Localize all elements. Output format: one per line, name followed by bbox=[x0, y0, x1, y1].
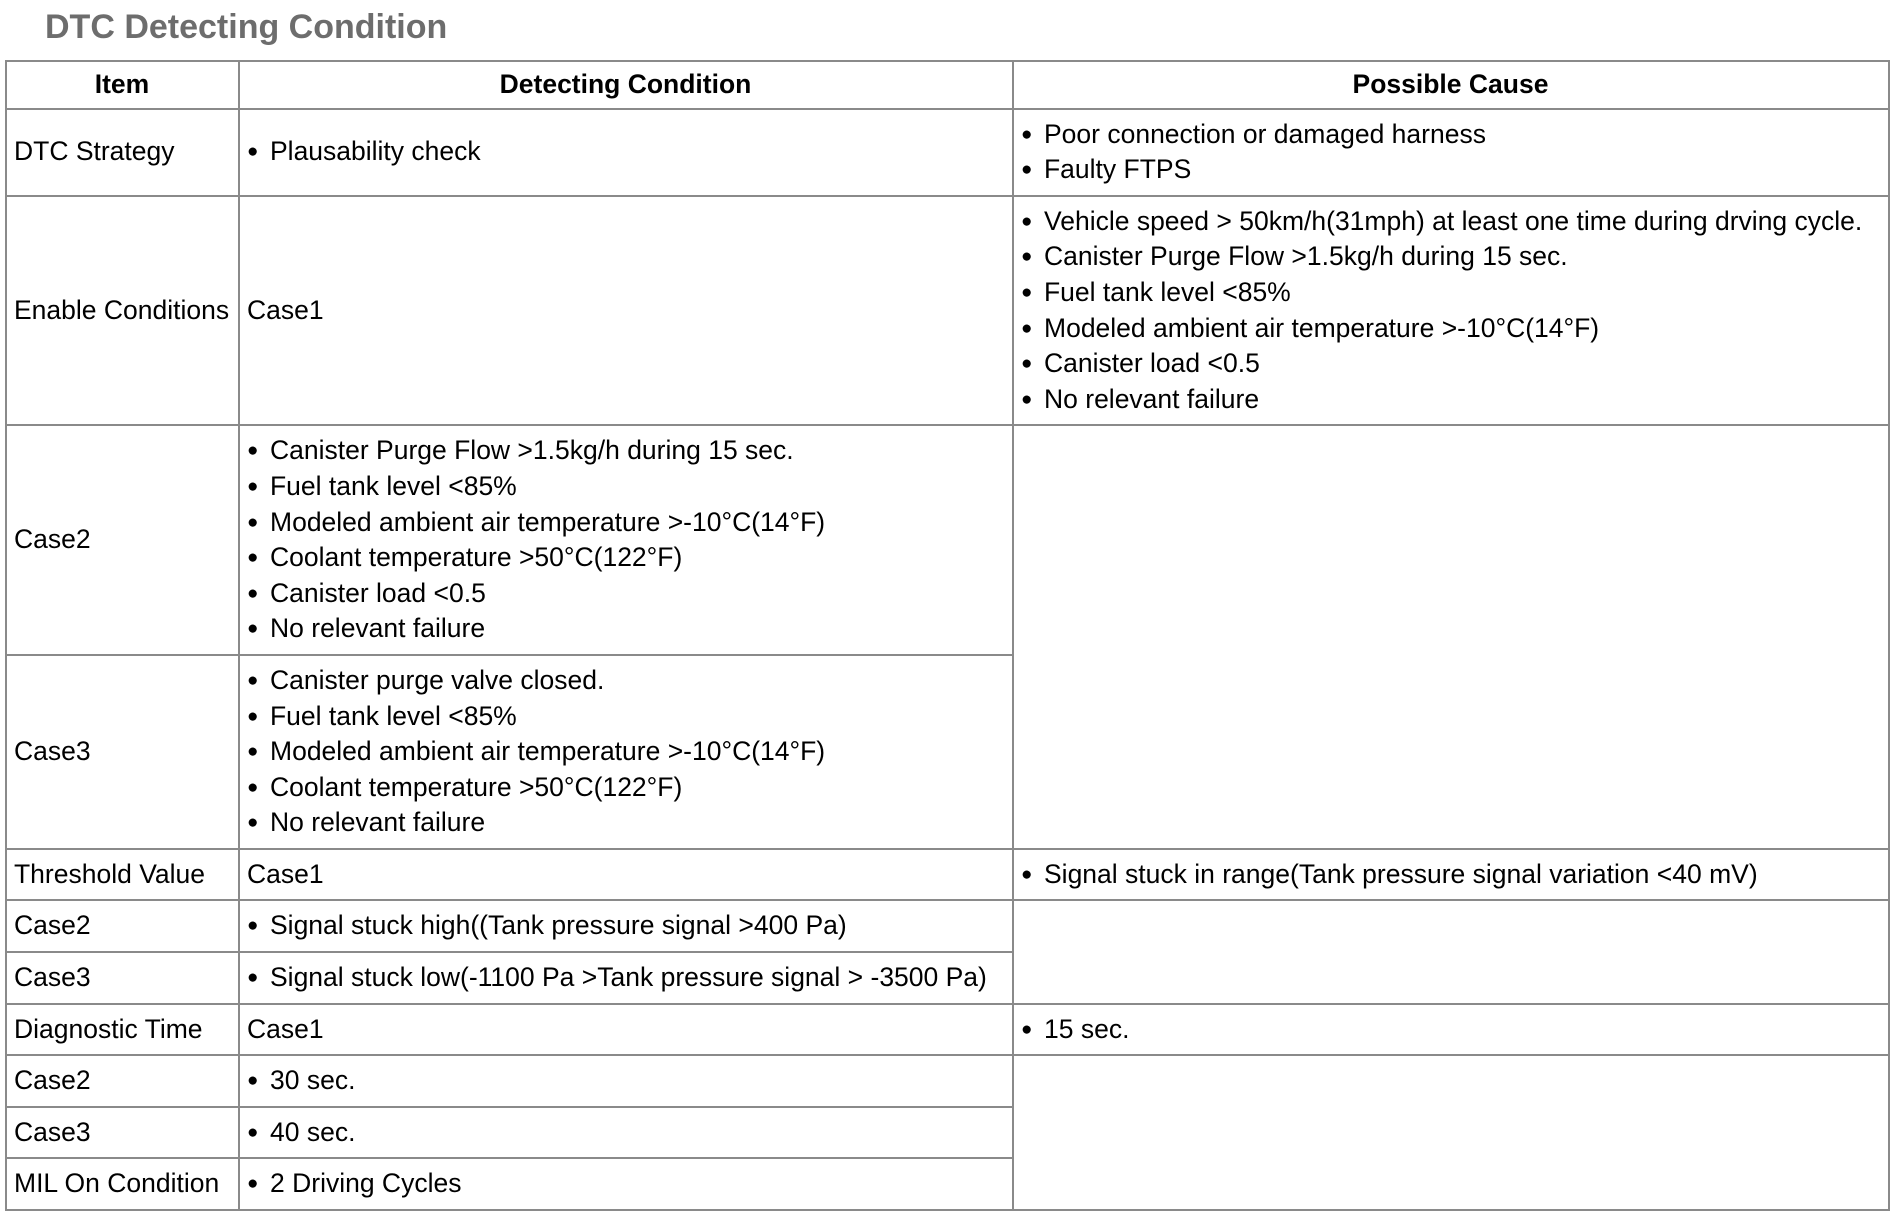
list-item: ● Fuel tank level <85% bbox=[1021, 275, 1880, 311]
condition-cell bbox=[239, 952, 1013, 1004]
list-item: ● 30 sec. bbox=[247, 1063, 1004, 1099]
page-title: DTC Detecting Condition bbox=[45, 8, 448, 46]
cause-cell-empty bbox=[1013, 1055, 1889, 1210]
list-item: ● Canister load <0.5 bbox=[1021, 346, 1880, 382]
column-header-detecting-condition: Detecting Condition bbox=[239, 61, 1013, 109]
cause-list bbox=[1021, 857, 1880, 893]
condition-cell: Case1 bbox=[239, 1004, 1013, 1056]
condition-list bbox=[247, 1115, 1004, 1151]
condition-list bbox=[247, 1166, 1004, 1202]
table-row-diagnostic-case2 bbox=[6, 1055, 1889, 1107]
table-row-threshold-case2 bbox=[6, 900, 1889, 952]
list-item: ● Signal stuck low(-1100 Pa >Tank pressure signal > -3500 Pa) bbox=[247, 960, 1004, 996]
list-item: ● 40 sec. bbox=[247, 1115, 1004, 1151]
list-item: ● Canister purge valve closed. bbox=[247, 663, 1004, 699]
cause-cell bbox=[1013, 1004, 1889, 1056]
list-item: ● Canister load <0.5 bbox=[247, 576, 1004, 612]
column-header-possible-cause: Possible Cause bbox=[1013, 61, 1889, 109]
dtc-condition-table bbox=[5, 60, 1890, 1211]
condition-cell bbox=[239, 1158, 1013, 1210]
item-cell: Case3 bbox=[6, 1107, 239, 1159]
item-cell: Case2 bbox=[6, 900, 239, 952]
list-item: ● Canister Purge Flow >1.5kg/h during 15 sec. bbox=[1021, 239, 1880, 275]
item-cell: Enable Conditions bbox=[6, 196, 239, 426]
cause-cell-empty bbox=[1013, 425, 1889, 849]
condition-cell bbox=[239, 109, 1013, 196]
condition-cell bbox=[239, 1107, 1013, 1159]
list-item: ● Signal stuck in range(Tank pressure signal variation <40 mV) bbox=[1021, 857, 1880, 893]
table-row-threshold-case1 bbox=[6, 849, 1889, 901]
list-item: ● Modeled ambient air temperature >-10°C(14°F) bbox=[247, 505, 1004, 541]
item-cell: Case3 bbox=[6, 952, 239, 1004]
condition-list bbox=[247, 908, 1004, 944]
list-item: ● Fuel tank level <85% bbox=[247, 699, 1004, 735]
list-item: ● Coolant temperature >50°C(122°F) bbox=[247, 770, 1004, 806]
cause-cell bbox=[1013, 196, 1889, 426]
table-row-enable-case1 bbox=[6, 196, 1889, 426]
list-item: ● Signal stuck high((Tank pressure signal >400 Pa) bbox=[247, 908, 1004, 944]
list-item: ● Faulty FTPS bbox=[1021, 152, 1880, 188]
item-cell: Diagnostic Time bbox=[6, 1004, 239, 1056]
list-item: ● Fuel tank level <85% bbox=[247, 469, 1004, 505]
table-header-row bbox=[6, 61, 1889, 109]
condition-list bbox=[247, 433, 1004, 647]
list-item: ● Poor connection or damaged harness bbox=[1021, 117, 1880, 153]
condition-cell: Case1 bbox=[239, 849, 1013, 901]
table-row-enable-case2 bbox=[6, 425, 1889, 655]
cause-cell bbox=[1013, 849, 1889, 901]
list-item: ● Plausability check bbox=[247, 134, 1004, 170]
item-cell: MIL On Condition bbox=[6, 1158, 239, 1210]
condition-cell bbox=[239, 1055, 1013, 1107]
table-row-diagnostic-case1 bbox=[6, 1004, 1889, 1056]
condition-cell bbox=[239, 425, 1013, 655]
item-cell: Case2 bbox=[6, 425, 239, 655]
item-cell: Case3 bbox=[6, 655, 239, 849]
table-row-dtc-strategy bbox=[6, 109, 1889, 196]
cause-list bbox=[1021, 204, 1880, 418]
condition-list bbox=[247, 134, 1004, 170]
condition-list bbox=[247, 663, 1004, 841]
list-item: ● No relevant failure bbox=[1021, 382, 1880, 418]
condition-cell bbox=[239, 900, 1013, 952]
cause-list bbox=[1021, 117, 1880, 188]
list-item: ● Vehicle speed > 50km/h(31mph) at least one time during drving cycle. bbox=[1021, 204, 1880, 240]
list-item: ● No relevant failure bbox=[247, 805, 1004, 841]
condition-list bbox=[247, 960, 1004, 996]
condition-cell: Case1 bbox=[239, 196, 1013, 426]
list-item: ● Coolant temperature >50°C(122°F) bbox=[247, 540, 1004, 576]
list-item: ● Modeled ambient air temperature >-10°C(14°F) bbox=[247, 734, 1004, 770]
condition-list bbox=[247, 1063, 1004, 1099]
list-item: ● 2 Driving Cycles bbox=[247, 1166, 1004, 1202]
cause-cell bbox=[1013, 109, 1889, 196]
condition-cell bbox=[239, 655, 1013, 849]
cause-cell-empty bbox=[1013, 900, 1889, 1003]
cause-list bbox=[1021, 1012, 1880, 1048]
column-header-item: Item bbox=[6, 61, 239, 109]
list-item: ● No relevant failure bbox=[247, 611, 1004, 647]
list-item: ● 15 sec. bbox=[1021, 1012, 1880, 1048]
list-item: ● Canister Purge Flow >1.5kg/h during 15 sec. bbox=[247, 433, 1004, 469]
item-cell: DTC Strategy bbox=[6, 109, 239, 196]
item-cell: Threshold Value bbox=[6, 849, 239, 901]
item-cell: Case2 bbox=[6, 1055, 239, 1107]
list-item: ● Modeled ambient air temperature >-10°C(14°F) bbox=[1021, 311, 1880, 347]
